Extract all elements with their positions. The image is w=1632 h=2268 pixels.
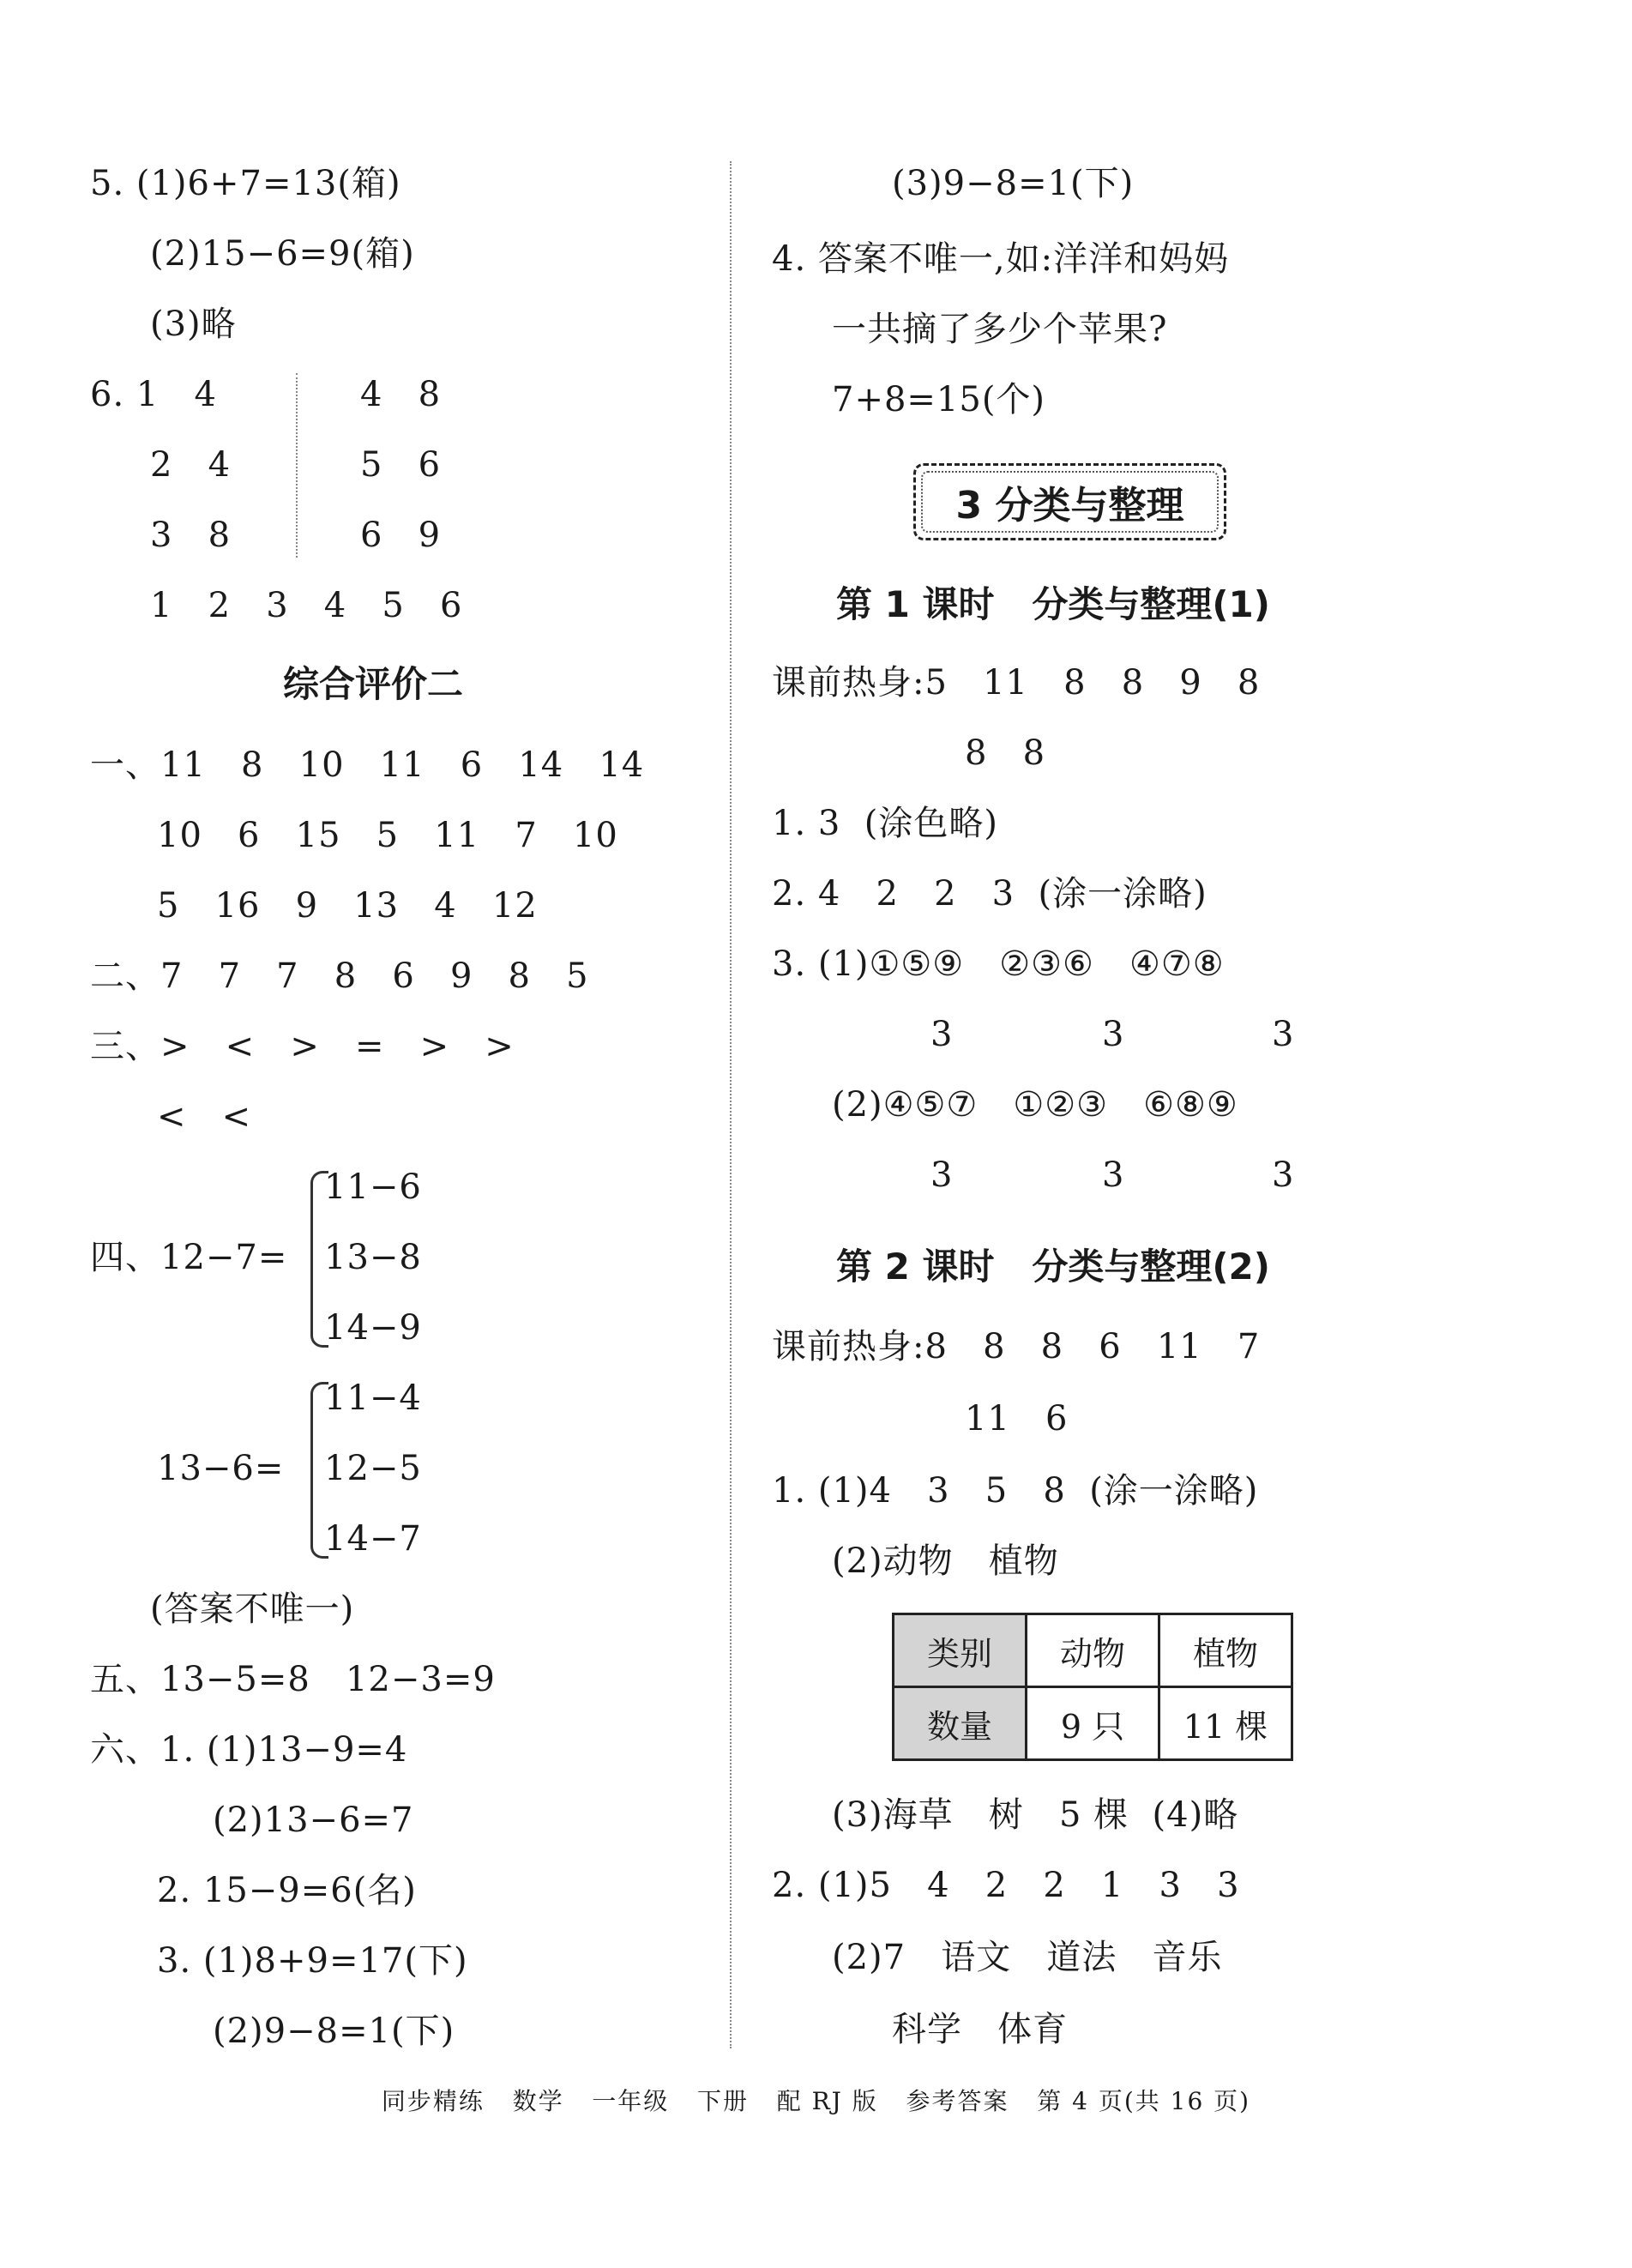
part-four-a-opt-2: 13−8: [324, 1238, 422, 1277]
table-header-cell: 动物: [1027, 1614, 1159, 1687]
table-row: [894, 1687, 1292, 1760]
part-four-b-label: 13−6=: [157, 1449, 285, 1488]
q5-line-3: (3)略: [150, 305, 237, 344]
part-four-note: (答案不唯一): [150, 1589, 355, 1629]
table-header-cell: 类别: [894, 1614, 1027, 1687]
lesson-1-q3a-count-1: 3: [930, 1015, 954, 1054]
part-one-line-2: 10 6 15 5 11 7 10: [157, 816, 618, 855]
part-four-b-opt-1: 11−4: [324, 1378, 422, 1418]
lesson-1-q3a-count-2: 3: [1102, 1015, 1125, 1054]
lesson-1-warmup-1: 课前热身:5 11 8 8 9 8: [772, 663, 1261, 703]
lesson-2-q1-line-3: (3)海草 树 5 棵 (4)略: [832, 1795, 1239, 1835]
lesson-1-q3b-count-1: 3: [930, 1155, 954, 1195]
part-six-line-1: 六、1. (1)13−9=4: [90, 1730, 408, 1770]
lesson-1-q3a-count-3: 3: [1272, 1015, 1295, 1054]
q6-right-row-1: 4 8: [360, 375, 442, 414]
lesson-1-q3b-count-2: 3: [1102, 1155, 1125, 1195]
lesson-2-title: 第 2 课时 分类与整理(2): [836, 1246, 1270, 1288]
part-six-line-3: 2. 15−9=6(名): [157, 1871, 417, 1910]
section-title-review-2: 综合评价二: [283, 663, 464, 705]
part-four-a-label: 四、12−7=: [90, 1238, 288, 1277]
lesson-2-q2-line-2: (2)7 语文 道法 音乐: [832, 1938, 1223, 1977]
part-four-b-opt-2: 12−5: [324, 1449, 422, 1488]
lesson-2-warmup-2: 11 6: [965, 1399, 1069, 1439]
part-six-line-5: (2)9−8=1(下): [213, 2012, 455, 2051]
q6-right-row-3: 6 9: [360, 516, 442, 555]
lesson-2-q2-line-3: 科学 体育: [892, 2010, 1069, 2049]
r-q4-line-2: 一共摘了多少个苹果?: [832, 310, 1168, 349]
table-header-cell: 植物: [1159, 1614, 1292, 1687]
category-table: [892, 1613, 1293, 1761]
r-q4-line-1: 4. 答案不唯一,如:洋洋和妈妈: [772, 239, 1230, 279]
lesson-2-q1-line-2: (2)动物 植物: [832, 1541, 1059, 1581]
table-cell: 11 棵: [1159, 1687, 1292, 1760]
table-cell: 9 只: [1027, 1687, 1159, 1760]
column-divider: [730, 161, 732, 2048]
part-four-a-opt-1: 11−6: [324, 1167, 422, 1207]
q6-right-row-2: 5 6: [360, 445, 442, 485]
q6-left-row-1: 6. 1 4: [90, 375, 217, 414]
q6-left-row-3: 3 8: [150, 516, 232, 555]
part-three-line-1: 三、> < > = > >: [90, 1027, 515, 1066]
part-six-line-4: 3. (1)8+9=17(下): [157, 1941, 468, 1981]
part-one-line-3: 5 16 9 13 4 12: [157, 886, 538, 926]
table-row: [894, 1614, 1292, 1687]
table-cell: 数量: [894, 1687, 1027, 1760]
lesson-1-title: 第 1 课时 分类与整理(1): [836, 583, 1270, 625]
q6-bottom-row: 1 2 3 4 5 6: [150, 586, 463, 625]
part-five-line: 五、13−5=8 12−3=9: [90, 1660, 496, 1699]
lesson-1-q1: 1. 3 (涂色略): [772, 804, 998, 843]
r-q4-line-3: 7+8=15(个): [832, 380, 1046, 419]
page-footer: 同步精练 数学 一年级 下册 配 RJ 版 参考答案 第 4 页(共 16 页): [381, 2087, 1251, 2115]
part-two-line: 二、7 7 7 8 6 9 8 5: [90, 956, 589, 996]
q5-line-2: (2)15−6=9(箱): [150, 234, 415, 274]
lesson-2-warmup-1: 课前热身:8 8 8 6 11 7: [772, 1327, 1261, 1366]
lesson-1-q3a: 3. (1)①⑤⑨ ②③⑥ ④⑦⑧: [772, 944, 1225, 984]
r-q3-line-3: (3)9−8=1(下): [892, 164, 1135, 203]
lesson-1-warmup-2: 8 8: [965, 733, 1046, 773]
part-six-line-2: (2)13−6=7: [213, 1801, 414, 1840]
unit-title-box: [913, 463, 1226, 540]
lesson-2-q2-line-1: 2. (1)5 4 2 2 1 3 3: [772, 1866, 1240, 1905]
unit-title: 3 分类与整理: [955, 484, 1184, 528]
q6-left-row-2: 2 4: [150, 445, 232, 485]
part-three-line-2: < <: [157, 1097, 252, 1137]
q6-divider: [296, 373, 298, 558]
lesson-1-q3b-count-3: 3: [1272, 1155, 1295, 1195]
part-four-a-opt-3: 14−9: [324, 1308, 422, 1348]
part-one-line-1: 一、11 8 10 11 6 14 14: [90, 745, 645, 785]
lesson-2-q1-line-1: 1. (1)4 3 5 8 (涂一涂略): [772, 1471, 1259, 1511]
lesson-1-q2: 2. 4 2 2 3 (涂一涂略): [772, 874, 1207, 914]
part-four-b-opt-3: 14−7: [324, 1519, 422, 1559]
lesson-1-q3b: (2)④⑤⑦ ①②③ ⑥⑧⑨: [832, 1085, 1238, 1125]
q5-line-1: 5. (1)6+7=13(箱): [90, 164, 401, 203]
